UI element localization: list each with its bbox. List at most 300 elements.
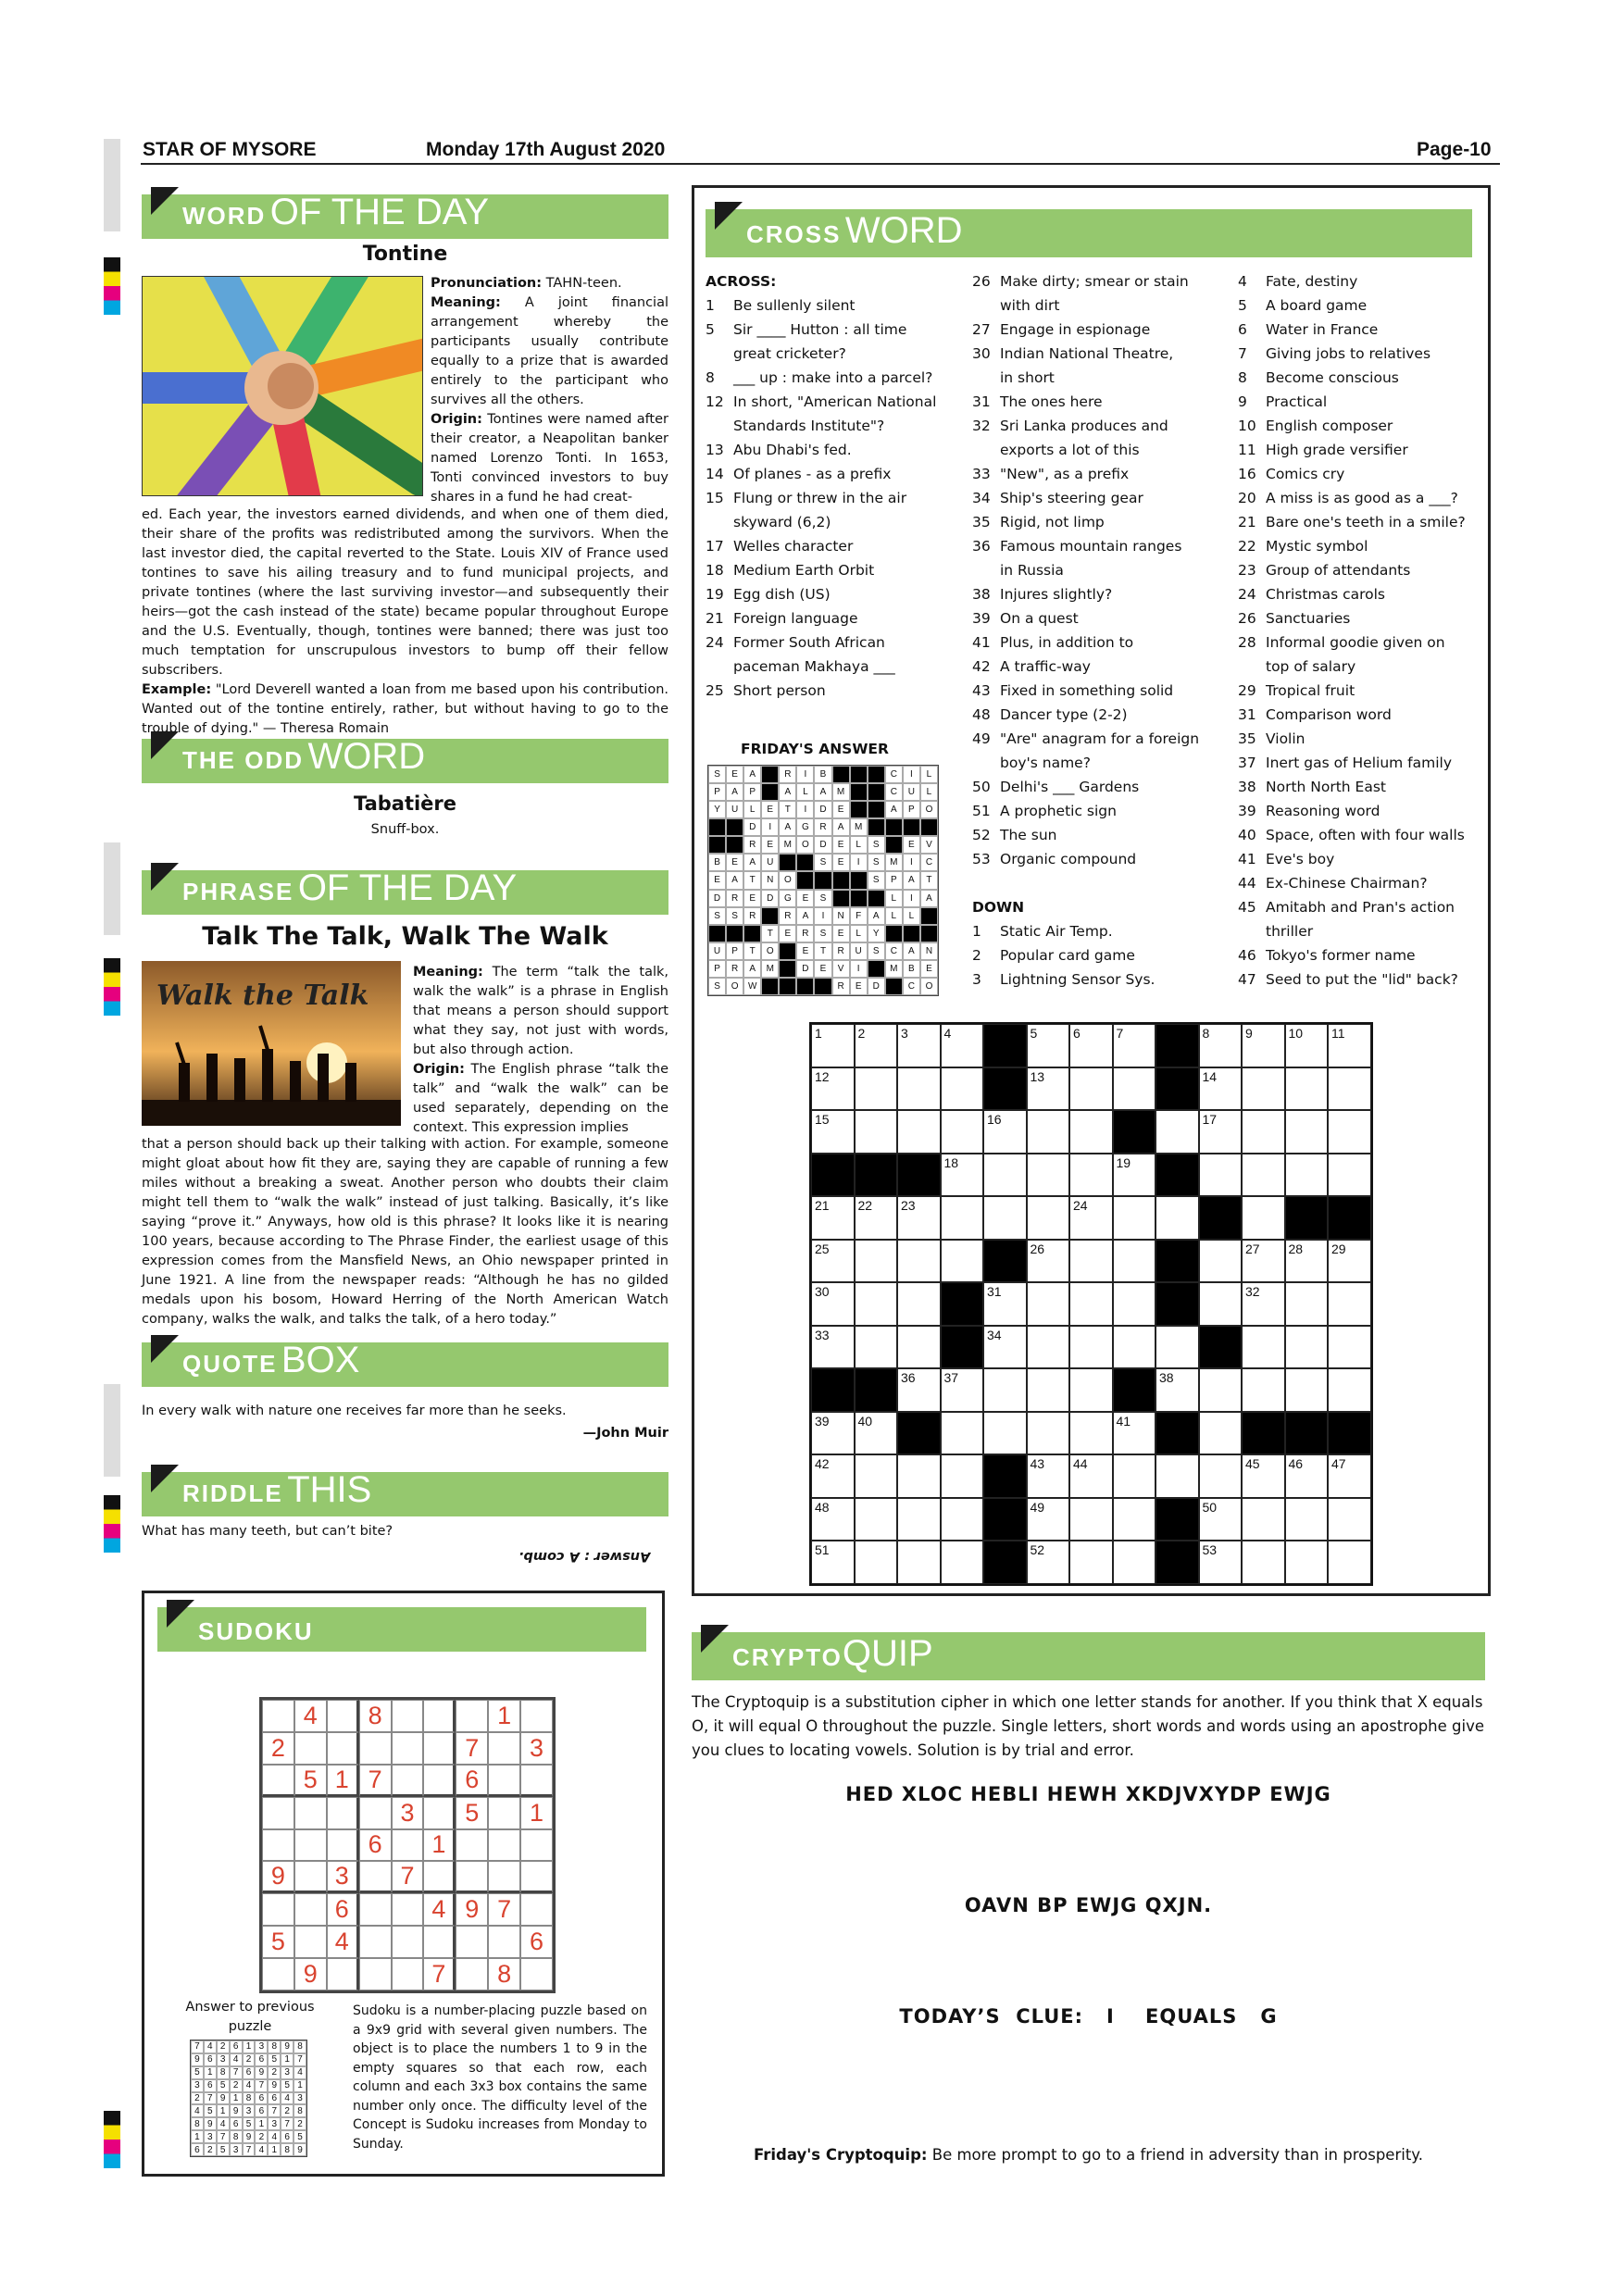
sudoku-cell[interactable] (520, 1861, 553, 1893)
crossword-cell[interactable] (1069, 1024, 1113, 1067)
crossword-cell[interactable] (1199, 1412, 1243, 1455)
sudoku-answer-cell: 5 (268, 2053, 281, 2066)
sudoku-cell[interactable]: 1 (520, 1797, 553, 1829)
crossword-cell[interactable] (1199, 1240, 1243, 1283)
clue-item: 34 Ship's steering gear (972, 490, 1143, 506)
crossword-cell[interactable] (1027, 1154, 1070, 1197)
crossword-cell[interactable] (811, 1067, 855, 1111)
crossword-cell[interactable] (1199, 1368, 1243, 1412)
crossword-cell[interactable] (1328, 1454, 1371, 1498)
sudoku-cell[interactable] (423, 1797, 456, 1829)
print-color-bar (104, 1384, 120, 1477)
clue-item: 35 Rigid, not limp (972, 514, 1105, 530)
crossword-cell[interactable] (1242, 1282, 1285, 1326)
clue-number: 42 (815, 1456, 830, 1471)
crossword-cell[interactable] (1199, 1541, 1243, 1584)
crossword-cell[interactable] (1027, 1498, 1070, 1541)
answer-letter: A (743, 766, 761, 783)
crossword-cell[interactable] (1242, 1110, 1285, 1154)
clue-item: 11 High grade versifier (1238, 442, 1408, 458)
answer-letter: E (761, 836, 779, 854)
crossword-cell[interactable] (897, 1067, 941, 1111)
banner-corner-icon (151, 731, 179, 759)
sudoku-grid[interactable] (259, 1697, 556, 1993)
sudoku-cell[interactable] (262, 1958, 294, 1990)
sudoku-cell[interactable]: 8 (359, 1700, 392, 1732)
crossword-cell[interactable] (1328, 1067, 1371, 1111)
sudoku-answer-label: Answer to previous puzzle (185, 2000, 315, 2034)
crossword-cell[interactable] (1328, 1368, 1371, 1412)
crossword-cell[interactable] (941, 1240, 984, 1283)
sudoku-cell[interactable]: 5 (294, 1765, 327, 1797)
crossword-cell[interactable] (1113, 1196, 1156, 1240)
crossword-cell[interactable] (1069, 1240, 1113, 1283)
sudoku-cell[interactable]: 4 (294, 1700, 327, 1732)
crossword-cell[interactable] (855, 1282, 898, 1326)
answer-block (850, 890, 868, 907)
crossword-cell[interactable] (941, 1454, 984, 1498)
sudoku-answer-cell: 8 (243, 2092, 256, 2105)
crossword-cell[interactable] (855, 1541, 898, 1584)
sudoku-cell[interactable] (456, 1958, 488, 1990)
crossword-cell[interactable] (1069, 1498, 1113, 1541)
crossword-cell[interactable] (1027, 1024, 1070, 1067)
crossword-cell[interactable] (1156, 1454, 1199, 1498)
answer-letter: M (832, 783, 850, 801)
phrase-definition: Meaning: The term “talk the talk, walk the walk” is a phrase in English that means a person should support what they say, not just with words, but also through action. Origin: The English phrase “talk the talk” and “walk the walk” can be used separately, depending on the context. This expression implies (413, 965, 668, 1135)
crossword-cell[interactable] (811, 1326, 855, 1369)
print-color-bar (104, 842, 120, 935)
crossword-cell[interactable] (1242, 1196, 1285, 1240)
sudoku-cell[interactable] (520, 1700, 553, 1732)
sudoku-cell[interactable] (327, 1797, 359, 1829)
crossword-cell[interactable] (1242, 1240, 1285, 1283)
clue-item: 49 "Are" anagram for a foreign (972, 730, 1200, 747)
answer-letter: A (920, 890, 938, 907)
clue-number: 40 (857, 1413, 873, 1429)
crossword-cell[interactable] (1285, 1024, 1329, 1067)
sudoku-cell[interactable]: 6 (327, 1893, 359, 1926)
crossword-cell[interactable] (1199, 1498, 1243, 1541)
sudoku-cell[interactable] (488, 1765, 520, 1797)
sudoku-cell[interactable]: 7 (359, 1765, 392, 1797)
sudoku-cell[interactable] (359, 1732, 392, 1765)
sudoku-cell[interactable]: 9 (294, 1958, 327, 1990)
crossword-cell[interactable] (1285, 1110, 1329, 1154)
sudoku-answer-cell: 9 (243, 2130, 256, 2143)
sudoku-answer-cell: 1 (204, 2066, 217, 2079)
sudoku-answer-cell: 9 (217, 2092, 230, 2105)
sudoku-cell[interactable] (294, 1861, 327, 1893)
sudoku-cell[interactable] (392, 1893, 424, 1926)
answer-block (761, 907, 779, 925)
sudoku-cell[interactable] (488, 1797, 520, 1829)
crossword-block (983, 1454, 1027, 1498)
crossword-cell[interactable] (1027, 1541, 1070, 1584)
sudoku-cell[interactable] (359, 1861, 392, 1893)
sudoku-cell[interactable] (262, 1700, 294, 1732)
crossword-cell[interactable] (855, 1067, 898, 1111)
crossword-cell[interactable] (855, 1196, 898, 1240)
clue-item: 30 Indian National Theatre, (972, 345, 1174, 362)
sudoku-cell[interactable]: 3 (327, 1861, 359, 1893)
banner-corner-icon (151, 187, 179, 215)
answer-block (885, 836, 903, 854)
clue-item: 23 Group of attendants (1238, 562, 1411, 579)
sudoku-cell[interactable]: 7 (392, 1861, 424, 1893)
crossword-cell[interactable] (1328, 1024, 1371, 1067)
crossword-cell[interactable] (1328, 1110, 1371, 1154)
crossword-cell[interactable] (855, 1024, 898, 1067)
crossword-cell[interactable] (1328, 1240, 1371, 1283)
sudoku-cell[interactable]: 9 (456, 1893, 488, 1926)
crossword-cell[interactable] (1242, 1326, 1285, 1369)
sudoku-answer-cell: 4 (255, 2143, 268, 2156)
crossword-cell[interactable] (1069, 1412, 1113, 1455)
crossword-cell[interactable] (897, 1541, 941, 1584)
crossword-cell[interactable] (1113, 1240, 1156, 1283)
answer-letter: R (832, 978, 850, 995)
crossword-cell[interactable] (1027, 1067, 1070, 1111)
crossword-cell[interactable] (811, 1412, 855, 1455)
page-number: Page-10 (1417, 139, 1492, 160)
answer-letter: R (726, 890, 743, 907)
crossword-cell[interactable] (897, 1110, 941, 1154)
crossword-cell[interactable] (1242, 1067, 1285, 1111)
crossword-cell[interactable] (811, 1110, 855, 1154)
sudoku-cell[interactable] (359, 1893, 392, 1926)
sudoku-cell[interactable]: 8 (488, 1958, 520, 1990)
crossword-cell[interactable] (811, 1282, 855, 1326)
answer-letter: E (832, 801, 850, 818)
crossword-cell[interactable] (1285, 1368, 1329, 1412)
crossword-cell[interactable] (855, 1240, 898, 1283)
sudoku-cell[interactable]: 1 (488, 1700, 520, 1732)
crossword-cell[interactable] (1113, 1541, 1156, 1584)
crossword-cell[interactable] (1113, 1454, 1156, 1498)
crossword-cell[interactable] (983, 1326, 1027, 1369)
crossword-cell[interactable] (941, 1196, 984, 1240)
crossword-cell[interactable] (811, 1541, 855, 1584)
crossword-grid[interactable] (809, 1022, 1373, 1586)
crossword-cell[interactable] (1285, 1240, 1329, 1283)
clue-number: 27 (1245, 1241, 1260, 1256)
crossword-cell[interactable] (1113, 1326, 1156, 1369)
clue-number: 18 (943, 1154, 959, 1170)
sudoku-cell[interactable]: 7 (488, 1893, 520, 1926)
crossword-cell[interactable] (1027, 1454, 1070, 1498)
word-of-day-body: ed. Each year, the investors earned dividends, and when one of them died, their share of the profits was redistributed among the survivors. When the last investor died, the capital reverted to the State. Louis XIV of France used tontines to save his ailing treasury and to fund municipal projects, and private tontines (where the last surviving investor—and subsequently their heirs—got the cash instead of the state) became popular throughout Europe and the U.S. Eventually, though, tontines were banned; there was just too much temptation for unscrupulous investors to bump off their fellow subscribers. Example: "Lord Deverell wanted a loan from me based upon his contribution. Wanted out of the tontine entirely, rather, but without having to go to the trouble of dying." — Theresa Romain (142, 507, 668, 736)
crossword-cell[interactable] (1328, 1326, 1371, 1369)
crossword-cell[interactable] (1069, 1196, 1113, 1240)
crossword-cell[interactable] (1199, 1282, 1243, 1326)
answer-letter: P (708, 783, 726, 801)
phrase-body: that a person should back up their talking with action. For example, someone might gloat about how fit they are, saying they are capable of running a few miles without a breaking a sweat. Another person who doubts their claim might tell them to “walk the walk” instead of just talking. Basically, it’s like saying “prove it.” Anyways, how old is this phrase? It looks like it is nearing 100 years, because according to The Phrase Finder, the earliest usage of this expression comes from the Mansfield News, an Ohio newspaper printed in June 1921. A line from the newspaper reads: “Although he has no gilded medals upon his bosom, Howard Herring of the North American Watch company, walks the walk, and talks the talk, of a hero today.” (142, 1137, 668, 1327)
sudoku-answer-cell: 9 (268, 2079, 281, 2092)
crossword-cell[interactable] (1113, 1024, 1156, 1067)
crossword-cell[interactable] (1285, 1454, 1329, 1498)
clue-number: 50 (1202, 1499, 1218, 1515)
sudoku-cell[interactable] (456, 1861, 488, 1893)
crossword-cell[interactable] (1242, 1498, 1285, 1541)
sudoku-answer-cell: 6 (268, 2092, 281, 2105)
sudoku-cell[interactable] (392, 1926, 424, 1958)
crossword-cell[interactable] (1328, 1541, 1371, 1584)
answer-letter: E (708, 871, 726, 889)
sudoku-cell[interactable] (262, 1829, 294, 1862)
sudoku-cell[interactable]: 6 (520, 1926, 553, 1958)
crossword-cell[interactable] (1328, 1154, 1371, 1197)
crossword-cell[interactable] (1113, 1067, 1156, 1111)
sudoku-cell[interactable] (294, 1893, 327, 1926)
sudoku-cell[interactable] (520, 1958, 553, 1990)
crossword-cell[interactable] (1113, 1412, 1156, 1455)
crossword-cell[interactable] (811, 1454, 855, 1498)
clue-number: 2 (857, 1026, 866, 1041)
sudoku-cell[interactable] (294, 1829, 327, 1862)
crossword-cell[interactable] (1069, 1110, 1113, 1154)
crossword-cell[interactable] (1285, 1282, 1329, 1326)
sudoku-cell[interactable]: 7 (456, 1732, 488, 1765)
sudoku-cell[interactable] (294, 1732, 327, 1765)
sudoku-cell[interactable] (423, 1765, 456, 1797)
crossword-cell[interactable] (1113, 1282, 1156, 1326)
crossword-cell[interactable] (983, 1154, 1027, 1197)
answer-letter: U (761, 854, 779, 871)
sudoku-cell[interactable] (359, 1797, 392, 1829)
crossword-cell[interactable] (855, 1498, 898, 1541)
crossword-cell[interactable] (1069, 1326, 1113, 1369)
clue-item: skyward (6,2) (733, 514, 831, 530)
cryptoquip-clue: TODAY’S CLUE: I EQUALS G (899, 2005, 1278, 2028)
sudoku-cell[interactable] (294, 1926, 327, 1958)
crossword-cell[interactable] (811, 1024, 855, 1067)
sudoku-cell[interactable] (488, 1861, 520, 1893)
clue-item: 24 Former South African (706, 634, 885, 651)
clue-number: 30 (815, 1284, 830, 1299)
answer-letter: U (850, 942, 868, 960)
crossword-cell[interactable] (1027, 1110, 1070, 1154)
clue-number: 17 (1202, 1112, 1218, 1127)
crossword-cell[interactable] (855, 1454, 898, 1498)
clue-number: 29 (1331, 1241, 1346, 1256)
crossword-cell[interactable] (941, 1498, 984, 1541)
clue-item: 32 Sri Lanka produces and (972, 418, 1168, 434)
crossword-cell[interactable] (897, 1196, 941, 1240)
crossword-cell[interactable] (897, 1498, 941, 1541)
crossword-cell[interactable] (1328, 1282, 1371, 1326)
answer-letter: T (743, 942, 761, 960)
sudoku-answer-cell: 2 (281, 2104, 294, 2117)
sudoku-answer-cell: 3 (243, 2104, 256, 2117)
clue-number: 51 (815, 1542, 830, 1557)
clue-item: 52 The sun (972, 827, 1057, 843)
crossword-cell[interactable] (1242, 1024, 1285, 1067)
crossword-cell[interactable] (1242, 1454, 1285, 1498)
sudoku-cell[interactable] (294, 1797, 327, 1829)
crossword-cell[interactable] (1027, 1412, 1070, 1455)
crossword-cell[interactable] (897, 1024, 941, 1067)
crossword-cell[interactable] (1156, 1368, 1199, 1412)
sudoku-answer-cell: 2 (191, 2092, 204, 2105)
sudoku-cell[interactable] (488, 1732, 520, 1765)
sudoku-cell[interactable] (262, 1893, 294, 1926)
crossword-cell[interactable] (1328, 1498, 1371, 1541)
crossword-cell[interactable] (1069, 1067, 1113, 1111)
clue-item: 10 English composer (1238, 418, 1393, 434)
sudoku-cell[interactable]: 9 (262, 1861, 294, 1893)
answer-letter: S (708, 907, 726, 925)
crossword-cell[interactable] (1242, 1368, 1285, 1412)
crossword-cell[interactable] (1199, 1454, 1243, 1498)
sudoku-cell[interactable] (488, 1829, 520, 1862)
sudoku-cell[interactable] (327, 1732, 359, 1765)
crossword-block (941, 1326, 984, 1369)
crossword-cell[interactable] (941, 1024, 984, 1067)
crossword-cell[interactable] (983, 1196, 1027, 1240)
sudoku-cell[interactable]: 5 (456, 1797, 488, 1829)
sudoku-cell[interactable] (392, 1829, 424, 1862)
sudoku-answer-cell: 6 (191, 2143, 204, 2156)
header-rule (141, 163, 1500, 165)
crossword-cell[interactable] (1156, 1326, 1199, 1369)
crossword-cell[interactable] (897, 1282, 941, 1326)
answer-letter: C (885, 766, 903, 783)
sudoku-answer-cell: 1 (243, 2040, 256, 2053)
crossword-cell[interactable] (1285, 1541, 1329, 1584)
crossword-cell[interactable] (983, 1282, 1027, 1326)
sudoku-cell[interactable] (423, 1861, 456, 1893)
crossword-cell[interactable] (1199, 1024, 1243, 1067)
sudoku-cell[interactable] (327, 1700, 359, 1732)
answer-block (920, 818, 938, 836)
crossword-cell[interactable] (1199, 1067, 1243, 1111)
clue-number: 6 (1073, 1026, 1081, 1041)
sudoku-cell[interactable]: 7 (423, 1958, 456, 1990)
crossword-cell[interactable] (1285, 1154, 1329, 1197)
crossword-cell[interactable] (1027, 1368, 1070, 1412)
sudoku-cell[interactable] (520, 1893, 553, 1926)
sudoku-answer-cell: 2 (255, 2130, 268, 2143)
clue-number: 19 (1116, 1154, 1131, 1170)
crossword-cell[interactable] (1285, 1326, 1329, 1369)
clue-item: 4 Fate, destiny (1238, 273, 1358, 290)
sudoku-cell[interactable] (262, 1797, 294, 1829)
crossword-cell[interactable] (1027, 1240, 1070, 1283)
answer-letter: V (920, 836, 938, 854)
sudoku-cell[interactable]: 3 (392, 1797, 424, 1829)
crossword-cell[interactable] (1156, 1196, 1199, 1240)
sudoku-cell[interactable] (520, 1829, 553, 1862)
sudoku-cell[interactable] (423, 1926, 456, 1958)
crossword-cell[interactable] (855, 1326, 898, 1369)
crossword-cell[interactable] (811, 1196, 855, 1240)
crossword-cell[interactable] (897, 1454, 941, 1498)
answer-letter: R (796, 925, 814, 942)
clue-item: in Russia (1000, 562, 1064, 579)
sudoku-cell[interactable] (327, 1958, 359, 1990)
crossword-cell[interactable] (941, 1412, 984, 1455)
crossword-cell[interactable] (1113, 1498, 1156, 1541)
crossword-cell[interactable] (1285, 1498, 1329, 1541)
sudoku-cell[interactable] (423, 1700, 456, 1732)
crossword-cell[interactable] (1069, 1282, 1113, 1326)
crossword-cell[interactable] (1285, 1067, 1329, 1111)
crossword-cell[interactable] (1199, 1110, 1243, 1154)
sudoku-cell[interactable] (456, 1700, 488, 1732)
crossword-cell[interactable] (855, 1412, 898, 1455)
crossword-cell[interactable] (941, 1154, 984, 1197)
sudoku-cell[interactable]: 4 (327, 1926, 359, 1958)
crossword-cell[interactable] (855, 1110, 898, 1154)
crossword-cell[interactable] (1069, 1541, 1113, 1584)
crossword-cell[interactable] (941, 1541, 984, 1584)
sudoku-cell[interactable]: 1 (327, 1765, 359, 1797)
crossword-cell[interactable] (1113, 1154, 1156, 1197)
answer-block (708, 925, 726, 942)
sudoku-cell[interactable]: 1 (423, 1829, 456, 1862)
sudoku-cell[interactable]: 2 (262, 1732, 294, 1765)
sudoku-answer-cell: 1 (230, 2092, 243, 2105)
crossword-cell[interactable] (811, 1240, 855, 1283)
crossword-cell[interactable] (941, 1067, 984, 1111)
sudoku-cell[interactable] (392, 1700, 424, 1732)
crossword-cell[interactable] (811, 1498, 855, 1541)
crossword-cell[interactable] (983, 1412, 1027, 1455)
crossword-cell[interactable] (897, 1326, 941, 1369)
crossword-cell[interactable] (1156, 1110, 1199, 1154)
sudoku-cell[interactable] (262, 1765, 294, 1797)
sudoku-cell[interactable] (392, 1765, 424, 1797)
sudoku-answer-cell: 9 (230, 2104, 243, 2117)
sudoku-cell[interactable]: 4 (423, 1893, 456, 1926)
crossword-cell[interactable] (1069, 1154, 1113, 1197)
sudoku-cell[interactable]: 6 (456, 1765, 488, 1797)
crossword-cell[interactable] (897, 1368, 941, 1412)
sudoku-cell[interactable] (392, 1958, 424, 1990)
sudoku-cell[interactable] (327, 1829, 359, 1862)
sudoku-cell[interactable] (488, 1926, 520, 1958)
sudoku-cell[interactable] (392, 1732, 424, 1765)
crossword-cell[interactable] (941, 1110, 984, 1154)
sudoku-cell[interactable] (456, 1926, 488, 1958)
crossword-cell[interactable] (1027, 1196, 1070, 1240)
crossword-cell[interactable] (983, 1368, 1027, 1412)
sudoku-cell[interactable] (520, 1765, 553, 1797)
crossword-cell[interactable] (1199, 1154, 1243, 1197)
sudoku-cell[interactable]: 6 (359, 1829, 392, 1862)
crossword-cell[interactable] (1027, 1326, 1070, 1369)
clue-number: 46 (1288, 1456, 1304, 1471)
sudoku-cell[interactable]: 5 (262, 1926, 294, 1958)
crossword-cell[interactable] (1242, 1541, 1285, 1584)
crossword-cell[interactable] (1027, 1282, 1070, 1326)
crossword-cell[interactable] (1242, 1154, 1285, 1197)
sudoku-cell[interactable] (456, 1829, 488, 1862)
sudoku-cell[interactable] (359, 1958, 392, 1990)
sudoku-cell[interactable] (423, 1732, 456, 1765)
sudoku-cell[interactable]: 3 (520, 1732, 553, 1765)
crossword-cell[interactable] (1069, 1454, 1113, 1498)
clue-item: in short (1000, 369, 1055, 386)
crossword-cell[interactable] (897, 1240, 941, 1283)
clue-number: 23 (901, 1198, 916, 1213)
sudoku-cell[interactable] (359, 1926, 392, 1958)
crossword-cell[interactable] (1069, 1368, 1113, 1412)
crossword-cell[interactable] (983, 1110, 1027, 1154)
crossword-cell[interactable] (941, 1368, 984, 1412)
odd-word-meaning: Snuff-box. (370, 822, 440, 837)
